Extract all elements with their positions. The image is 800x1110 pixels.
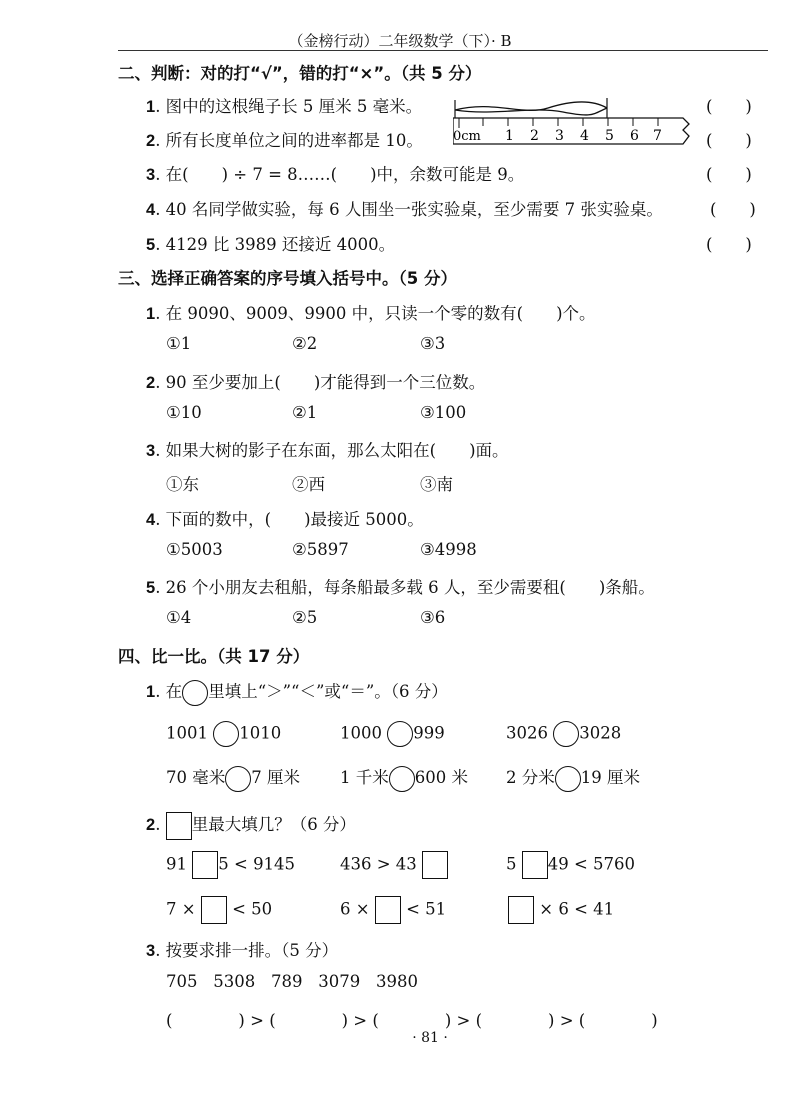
s3-q2: 2. 90 至少要加上( )才能得到一个三位数。 [146, 373, 486, 392]
s3-q5-option[interactable]: ②5 [292, 608, 318, 627]
s3-q4-option[interactable]: ①5003 [166, 540, 223, 559]
compare-circle[interactable] [225, 766, 251, 792]
fill-box[interactable] [375, 896, 401, 924]
ruler-tick: 5 [605, 128, 614, 144]
s2-q3-answer[interactable]: ( ) [706, 165, 752, 184]
s3-q3-option[interactable]: ①东 [166, 475, 199, 494]
ruler-tick: 2 [530, 128, 539, 144]
ruler-tick: 7 [653, 128, 662, 144]
s3-q1-option[interactable]: ②2 [292, 334, 318, 353]
s3-q2-option[interactable]: ③100 [420, 403, 467, 422]
s4-q1-item: 1 千米 600 米 [340, 764, 468, 792]
ruler-tick: 4 [580, 128, 589, 144]
s4-q3-numbers: 705 5308 789 3079 3980 [166, 972, 418, 991]
s3-q4: 4. 下面的数中，( )最接近 5000。 [146, 510, 424, 529]
ruler-unit: 0cm [453, 129, 481, 144]
s3-q1-option[interactable]: ③3 [420, 334, 446, 353]
ruler-tick: 1 [505, 128, 514, 144]
s4-q2-item: 436 > 43 [340, 851, 448, 879]
fill-box[interactable] [201, 896, 227, 924]
fill-box[interactable] [522, 851, 548, 879]
s3-q2-option[interactable]: ②1 [292, 403, 318, 422]
s3-q1: 1. 在 9090、9009、9900 中，只读一个零的数有( )个。 [146, 304, 596, 323]
section-2-title: 二、判断：对的打“√”，错的打“×”。（共 5 分） [118, 64, 482, 83]
s2-q1: 1. 图中的这根绳子长 5 厘米 5 毫米。 [146, 97, 423, 116]
s2-q4: 4. 40 名同学做实验，每 6 人围坐一张实验桌，至少需要 7 张实验桌。 [146, 200, 663, 219]
s4-q1-instruction: 1. 在 里填上“＞”“＜”或“＝”。（6 分） [146, 678, 448, 706]
s4-q1-item: 1001 1010 [166, 721, 281, 747]
compare-circle[interactable] [555, 766, 581, 792]
s2-q5-answer[interactable]: ( ) [706, 235, 752, 254]
header-title: （金榜行动）二年级数学（下）· B [288, 32, 512, 50]
s4-q2-item: 91 5 < 9145 [166, 851, 295, 879]
s4-q3-order-blanks[interactable]: ( ) > ( ) > ( ) > ( ) > ( ) [166, 1011, 658, 1030]
s3-q4-option[interactable]: ③4998 [420, 540, 477, 559]
s3-q3-option[interactable]: ②西 [292, 475, 325, 494]
s4-q1-item: 3026 3028 [506, 721, 621, 747]
compare-circle[interactable] [389, 766, 415, 792]
s4-q1-item: 70 毫米 7 厘米 [166, 764, 300, 792]
ruler-tick: 6 [630, 128, 639, 144]
ruler-tick: 3 [555, 128, 564, 144]
s4-q2-item: × 6 < 41 [508, 896, 614, 924]
header-divider [118, 50, 768, 51]
ruler-figure [453, 96, 693, 148]
s4-q1-item: 2 分米 19 厘米 [506, 764, 640, 792]
s4-q2-instruction: 2. 里最大填几？（6 分） [146, 811, 356, 840]
s3-q3: 3. 如果大树的影子在东面，那么太阳在( )面。 [146, 441, 509, 460]
s3-q1-option[interactable]: ①1 [166, 334, 192, 353]
s4-q2-item: 5 49 < 5760 [506, 851, 635, 879]
s4-q3: 3. 按要求排一排。（5 分） [146, 941, 339, 960]
fill-box[interactable] [192, 851, 218, 879]
s2-q1-answer[interactable]: ( ) [706, 97, 752, 116]
s3-q4-option[interactable]: ②5897 [292, 540, 349, 559]
s2-q2: 2. 所有长度单位之间的进率都是 10。 [146, 131, 423, 150]
fill-box[interactable] [508, 896, 534, 924]
s2-q5: 5. 4129 比 3989 还接近 4000。 [146, 235, 396, 254]
s3-q5-option[interactable]: ①4 [166, 608, 192, 627]
compare-circle[interactable] [387, 721, 413, 747]
s2-q4-answer[interactable]: ( ) [710, 200, 756, 219]
fill-box[interactable] [422, 851, 448, 879]
s3-q2-option[interactable]: ①10 [166, 403, 202, 422]
s3-q5: 5. 26 个小朋友去租船，每条船最多载 6 人，至少需要租( )条船。 [146, 578, 655, 597]
s2-q2-answer[interactable]: ( ) [706, 131, 752, 150]
page-number: · 81 · [412, 1030, 448, 1046]
compare-circle[interactable] [213, 721, 239, 747]
section-3-title: 三、选择正确答案的序号填入括号中。（5 分） [118, 269, 457, 288]
section-4-title: 四、比一比。（共 17 分） [118, 647, 310, 666]
s4-q2-item: 6 × < 51 [340, 896, 446, 924]
compare-circle[interactable] [553, 721, 579, 747]
s4-q1-item: 1000 999 [340, 721, 445, 747]
s2-q3: 3. 在( ) ÷ 7 = 8……( )中，余数可能是 9。 [146, 165, 525, 184]
square-blank-icon [166, 812, 192, 840]
s3-q5-option[interactable]: ③6 [420, 608, 446, 627]
s3-q3-option[interactable]: ③南 [420, 475, 453, 494]
circle-blank-icon [182, 680, 208, 706]
s4-q2-item: 7 × < 50 [166, 896, 272, 924]
